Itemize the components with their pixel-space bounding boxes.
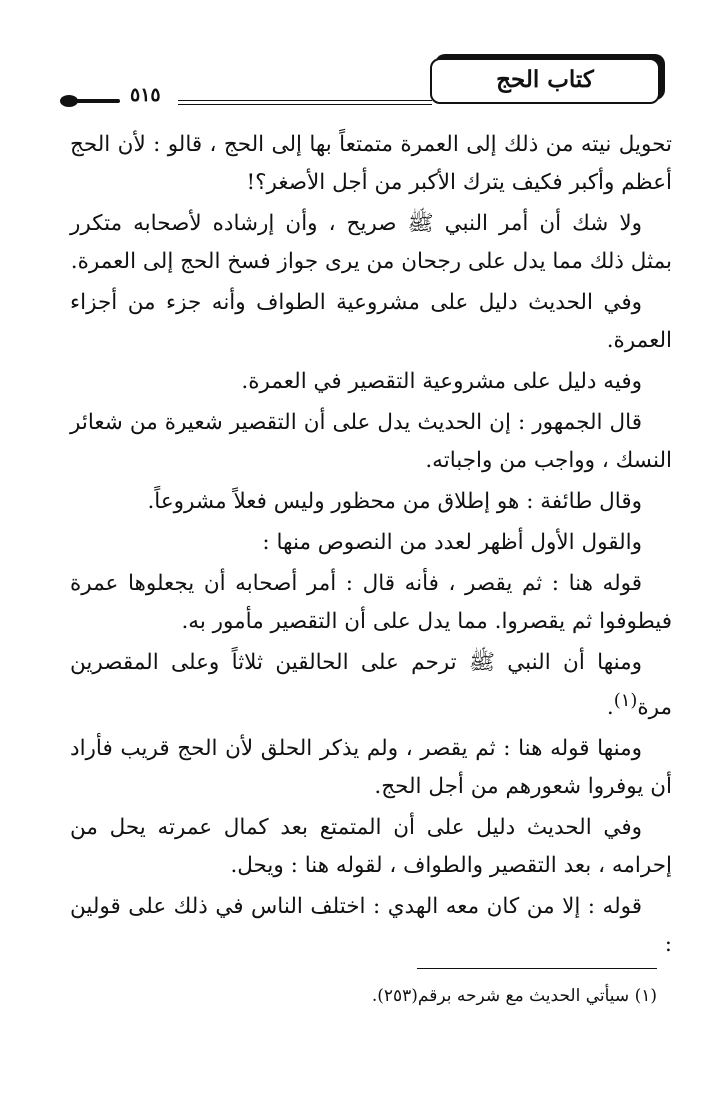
ornament-dot — [60, 95, 78, 107]
header-rule — [178, 100, 432, 101]
ornament-bar — [72, 99, 120, 103]
paragraph: وفيه دليل على مشروعية التقصير في العمرة. — [241, 369, 642, 394]
paragraph: تحويل نيته من ذلك إلى العمرة متمتعاً بها إلى الحج ، قالو : لأن الحج أعظم وأكبر فكيف يترك الأكبر من أجل الأصغر؟! — [70, 132, 672, 195]
header-ornament — [60, 95, 120, 107]
period: . — [606, 695, 614, 721]
paragraph: قوله هنا : ثم يقصر ، فأنه قال : أمر أصحابه أن يجعلوها عمرة فيطوفوا ثم يقصروا. مما يدل على أن التقصير مأمور به. — [70, 571, 672, 634]
paragraph: قال الجمهور : إن الحديث يدل على أن التقصير شعيرة من شعائر النسك ، وواجب من واجباته. — [70, 410, 672, 473]
chapter-title: كتاب الحج — [496, 66, 594, 93]
paragraph: والقول الأول أظهر لعدد من النصوص منها : — [262, 530, 642, 555]
body-text — [70, 126, 672, 967]
paragraph: وقال طائفة : هو إطلاق من محظور وليس فعلاً مشروعاً. — [147, 489, 642, 514]
paragraph: وفي الحديث دليل على أن المتمتع بعد كمال عمرته يحل من إحرامه ، بعد التقصير والطواف ، لقوله هنا : ويحل. — [70, 815, 672, 879]
paragraph: ولا شك أن أمر النبي ﷺ صريح ، وأن إرشاده لأصحابه متكرر بمثل ذلك مما يدل على رجحان من يرى جواز فسخ الحج إلى العمرة. — [70, 211, 672, 274]
paragraph: قوله : إلا من كان معه الهدي : اختلف الناس في ذلك على قولين : — [70, 894, 672, 958]
paragraph: ومنها قوله هنا : ثم يقصر ، ولم يذكر الحلق لأن الحج قريب فأراد أن يوفروا شعورهم من أجل الحج. — [70, 736, 672, 800]
footnote-rule — [417, 968, 657, 969]
footnote-marker: (١) — [613, 690, 638, 711]
header-rule — [178, 104, 432, 105]
footnote: (١) سيأتي الحديث مع شرحه برقم(٢٥٣). — [371, 986, 657, 1006]
chapter-title-box — [430, 58, 660, 104]
paragraph-text: ومنها أن النبي ﷺ ترحم على الحالقين ثلاثاً وعلى المقصرين مرة — [70, 650, 672, 721]
page-header — [60, 52, 660, 112]
paragraph: وفي الحديث دليل على مشروعية الطواف وأنه جزء من أجزاء العمرة. — [70, 290, 672, 353]
page-number: ٥١٥ — [130, 84, 161, 106]
paragraph — [70, 644, 672, 727]
